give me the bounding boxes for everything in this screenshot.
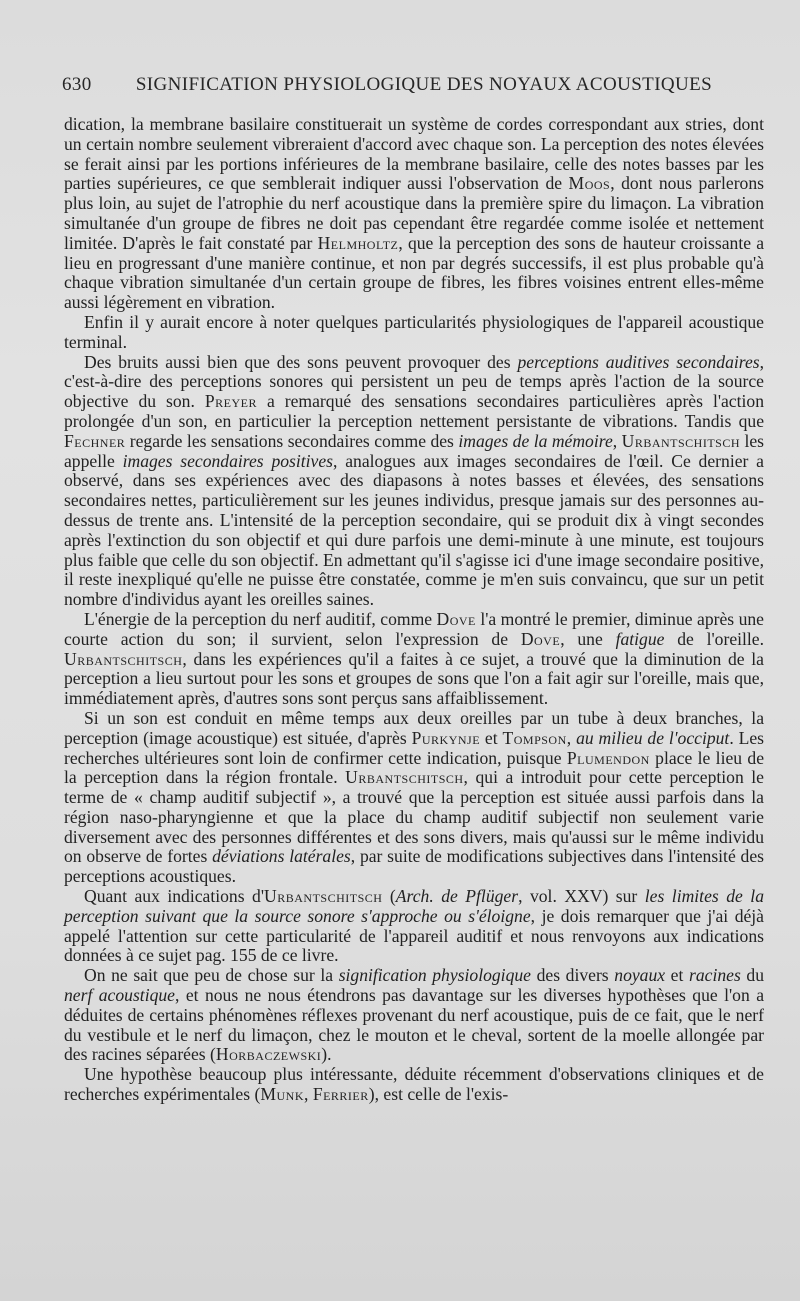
text-run: et bbox=[665, 965, 689, 986]
italic-term: perceptions auditives secondaires bbox=[517, 351, 760, 372]
paragraph bbox=[64, 1065, 764, 1105]
text-run: , bbox=[566, 727, 577, 748]
page-number: 630 bbox=[62, 74, 92, 95]
author-name: Urbantschitsch bbox=[621, 430, 740, 451]
text-run: de l'oreille. bbox=[664, 628, 764, 649]
text-run: du bbox=[740, 965, 764, 986]
text-run: , que la perception des sons de hauteur croissante a lieu en progressant d'une manière continue, et non par degrés successifs, il est plus probable qu'à chaque vibration simultanée d'un certain groupe de fibres, les fibres voisines entrent elles-même aussi légèrement en vibration. bbox=[64, 232, 765, 313]
text-run: , dans les expériences qu'il a faites à ce sujet, a trouvé que la diminution de la perception a lieu surtout pour les sons et groupes de sons que l'on a fait agir sur l'oreille, mais que, immédiatement après, d'autres sons sont perçus sans affaiblissement. bbox=[64, 648, 764, 709]
text-run: , c'est-à-dire des perceptions sonores qui persistent un peu de temps après l'action de la source objective du son. bbox=[64, 351, 765, 412]
paragraph bbox=[64, 115, 764, 313]
text-run: , je dois remarquer que j'ai déjà appelé l'attention sur cette particularité de l'appareil auditif et nous renvoyons aux indications données à ce sujet pag. 155 de ce livre. bbox=[64, 905, 764, 966]
italic-term: fatigue bbox=[615, 628, 665, 649]
paragraph bbox=[64, 313, 764, 353]
italic-term: images secondaires positives bbox=[122, 450, 334, 471]
italic-term: noyaux bbox=[614, 965, 666, 986]
paragraph bbox=[64, 966, 764, 1065]
author-name: Dove bbox=[436, 608, 476, 629]
italic-term: déviations latérales bbox=[212, 846, 351, 867]
author-name: Urbantschitsch bbox=[345, 767, 464, 788]
italic-term: images de la mémoire bbox=[458, 430, 613, 451]
italic-term: racines bbox=[689, 965, 741, 986]
text-run: . Les recherches ultérieures sont loin de confirmer cette indication, puisque bbox=[64, 727, 765, 768]
italic-term: les limites de la perception suivant que la source sonore s'approche ou s'éloigne bbox=[64, 886, 764, 926]
running-header bbox=[62, 74, 766, 96]
text-run: , vol. XXV) sur bbox=[518, 886, 645, 907]
paragraph bbox=[64, 610, 764, 709]
text-run: a remarqué des sensations secondaires particulières après l'action prolongée d'un son, en particulier la perception nettement persistante de vibrations. Tandis que bbox=[64, 391, 764, 431]
author-name: Munk bbox=[260, 1084, 305, 1105]
text-run: , dont nous parlerons plus loin, au sujet de l'atrophie du nerf acoustique dans la première spire du limaçon. La vibration simultanée d'un groupe de fibres ne doit pas cependant être regardée comme isolée et nettement limitée. D'après le fait constaté par bbox=[64, 173, 764, 253]
author-name: Dove bbox=[520, 628, 561, 649]
paragraph bbox=[64, 709, 764, 887]
text-run: Si un son est conduit en même temps aux deux oreilles par un tube à deux branches, la perception (image acoustique) est située, d'après bbox=[64, 707, 764, 748]
author-name: Purkynje bbox=[411, 727, 481, 748]
text-run: , bbox=[304, 1084, 313, 1105]
text-run: Une hypothèse beaucoup plus intéressante, déduite récemment d'observations cliniques et de recherches expérimentales ( bbox=[64, 1064, 764, 1105]
author-name: Moos bbox=[568, 173, 611, 194]
text-run: et bbox=[480, 727, 503, 748]
italic-term: signification physiologique bbox=[338, 965, 531, 986]
text-run: , analogues aux images secondaires de l'œil. Ce dernier a observé, dans ses expériences avec des diapasons à notes basses et élevées, des sensations secondaires nettes, particulièrement sur les jeunes individus, presque jamais sur des personnes au-dessus de trente ans. L'intensité de la perception secondaire, qui se produit dix à vingt secondes après l'extinction du son objectif et qui dure parfois une demi-minute à une minute, est toujours plus faible que celle du son objectif. En admettant qu'il s'agisse ici d'une image secondaire positive, il reste inexpliqué qu'elle ne puisse être constatée, comme je m'en suis convaincu, que sur un petit nombre d'individus ayant les oreilles saines. bbox=[64, 450, 764, 610]
author-name: Urbantschitsch bbox=[264, 886, 383, 907]
author-name: Horbaczewski bbox=[215, 1044, 322, 1065]
author-name: Ferrier bbox=[312, 1084, 369, 1105]
author-name: Helmholtz bbox=[317, 232, 399, 253]
author-name: Preyer bbox=[204, 391, 257, 412]
text-run: ). bbox=[321, 1044, 332, 1065]
text-run: les appelle bbox=[64, 430, 764, 471]
author-name: Plumendon bbox=[566, 747, 650, 768]
text-run: des divers bbox=[530, 965, 615, 986]
paragraph bbox=[64, 887, 764, 966]
text-run: dication, la membrane basilaire constituerait un système de cordes correspondant aux stries, dont un certain nombre seulement vibreraient d'accord avec chaque son. La perception des notes élevées se ferait ainsi par les portions inférieures de la membrane basilaire, celle des notes basses par les parties supérieures, ce que semblerait indiquer aussi l'observation de bbox=[64, 114, 764, 194]
italic-term: Arch. de Pflüger bbox=[395, 886, 519, 907]
running-title: SIGNIFICATION PHYSIOLOGIQUE DES NOYAUX ACOUSTIQUES bbox=[135, 74, 713, 95]
text-run: , qui a introduit pour cette perception le terme de « champ auditif subjectif », a trouvé que la perception est située aussi parfois dans la région naso-pharyngienne et que la place du champ auditif subjectif non seulement varie diversement avec des personnes différentes et des sons divers, mais qu'aussi sur le même individu on observe de fortes bbox=[64, 767, 764, 867]
text-run: ), est celle de l'exis- bbox=[368, 1084, 509, 1105]
author-name: Urbantschitsch bbox=[64, 648, 183, 669]
text-run: ( bbox=[382, 886, 396, 907]
author-name: Tompson bbox=[502, 727, 567, 748]
text-run: Quant aux indications d' bbox=[84, 886, 265, 907]
text-run: On ne sait que peu de chose sur la bbox=[84, 965, 339, 986]
text-run: , une bbox=[560, 628, 616, 649]
italic-term: nerf acoustique bbox=[64, 985, 175, 1006]
paragraph bbox=[64, 353, 764, 610]
text-run: regarde les sensations secondaires comme des bbox=[125, 430, 459, 451]
text-run: , et nous ne nous étendrons pas davantage sur les diverses hypothèses que l'on a déduites de certains phénomènes réflexes provenant du nerf acoustique, puis de ce fait, que le nerf du vestibule et le nerf du limaçon, chez le mouton et le cheval, sortent de la moelle allongée par des racines séparées ( bbox=[64, 985, 764, 1065]
text-run: , bbox=[612, 430, 622, 451]
text-run: Enfin il y aurait encore à noter quelques particularités physiologiques de l'appareil acoustique terminal. bbox=[64, 311, 764, 352]
text-run: place le lieu de la perception dans la région frontale. bbox=[64, 747, 765, 788]
author-name: Fechner bbox=[64, 430, 126, 451]
text-run: Des bruits aussi bien que des sons peuvent provoquer des bbox=[84, 351, 518, 372]
text-run: , par suite de modifications subjectives dans l'intensité des perceptions acoustiques. bbox=[64, 846, 764, 887]
text-run: L'énergie de la perception du nerf auditif, comme bbox=[84, 608, 437, 629]
italic-term: au milieu de l'occiput bbox=[576, 727, 730, 748]
body-text bbox=[64, 115, 764, 1105]
text-run: l'a montré le premier, diminue après une courte action du son; il survient, selon l'expression de bbox=[64, 608, 764, 649]
